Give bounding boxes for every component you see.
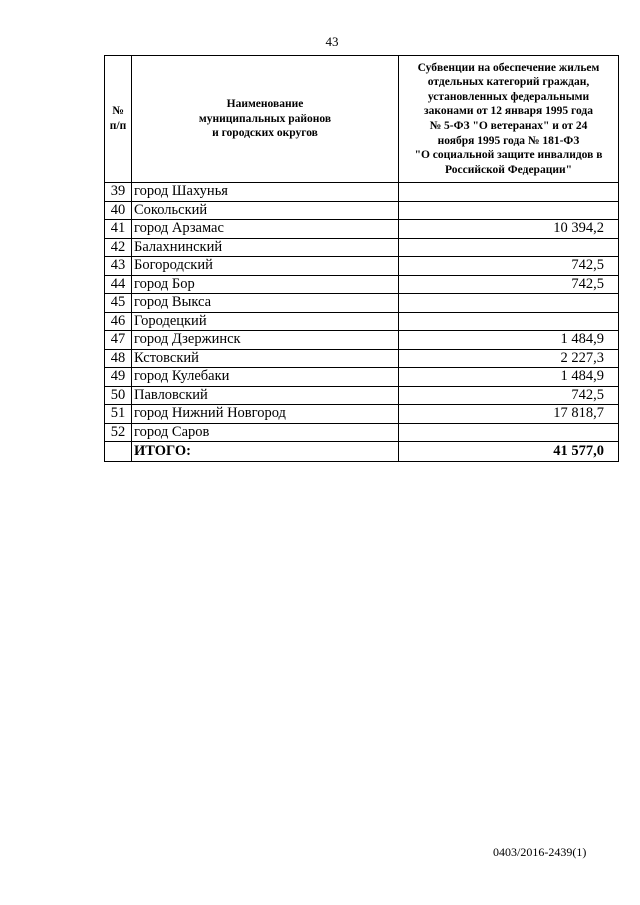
subsidy-value: 742,5 — [399, 275, 619, 294]
municipality-name: Балахнинский — [132, 238, 399, 257]
header-subsidy-amount: Субвенции на обеспечение жильем отдельных категорий граждан, установленных федеральными законами от 12 января 1995 года № 5-ФЗ "О ветеранах" и от 24 ноября 1995 года № 181-ФЗ "О социальной защите инвалидов в Российской Федерации" — [399, 56, 619, 183]
subsidy-value: 2 227,3 — [399, 349, 619, 368]
subsidy-value — [399, 423, 619, 442]
row-number: 39 — [105, 183, 132, 202]
row-number: 45 — [105, 294, 132, 313]
table-row — [105, 331, 619, 350]
row-number: 41 — [105, 220, 132, 239]
municipality-name: Павловский — [132, 386, 399, 405]
row-number: 40 — [105, 201, 132, 220]
table-row — [105, 349, 619, 368]
row-number: 48 — [105, 349, 132, 368]
total-number — [105, 442, 132, 462]
municipality-name: Сокольский — [132, 201, 399, 220]
municipality-name: город Нижний Новгород — [132, 405, 399, 424]
municipality-name: город Выкса — [132, 294, 399, 313]
document-code: 0403/2016-2439(1) — [493, 845, 587, 859]
table-row — [105, 405, 619, 424]
table-row — [105, 220, 619, 239]
table-row — [105, 238, 619, 257]
header-municipality-name: Наименование муниципальных районов и городских округов — [132, 56, 399, 183]
row-number: 49 — [105, 368, 132, 387]
subsidy-value: 1 484,9 — [399, 368, 619, 387]
table-header-row — [105, 56, 619, 183]
table-row — [105, 368, 619, 387]
header-number: № п/п — [105, 56, 132, 183]
table-row — [105, 257, 619, 276]
municipality-name: Городецкий — [132, 312, 399, 331]
row-number: 46 — [105, 312, 132, 331]
table-body — [105, 183, 619, 462]
subsidy-value: 10 394,2 — [399, 220, 619, 239]
municipality-name: город Бор — [132, 275, 399, 294]
total-label: ИТОГО: — [132, 442, 399, 462]
row-number: 50 — [105, 386, 132, 405]
row-number: 43 — [105, 257, 132, 276]
table-row — [105, 423, 619, 442]
subsidy-value: 742,5 — [399, 257, 619, 276]
municipality-name: город Шахунья — [132, 183, 399, 202]
subsidy-value — [399, 294, 619, 313]
subsidies-table — [104, 55, 619, 462]
row-number: 47 — [105, 331, 132, 350]
subsidy-value: 17 818,7 — [399, 405, 619, 424]
subsidy-value — [399, 238, 619, 257]
subsidy-value — [399, 201, 619, 220]
municipality-name: город Дзержинск — [132, 331, 399, 350]
table-row — [105, 183, 619, 202]
municipality-name: Богородский — [132, 257, 399, 276]
total-row — [105, 442, 619, 462]
row-number: 44 — [105, 275, 132, 294]
table-row — [105, 294, 619, 313]
subsidy-value — [399, 312, 619, 331]
municipality-name: город Кулебаки — [132, 368, 399, 387]
row-number: 42 — [105, 238, 132, 257]
subsidy-value — [399, 183, 619, 202]
row-number: 52 — [105, 423, 132, 442]
page-number: 43 — [325, 34, 339, 49]
table-row — [105, 201, 619, 220]
table-row — [105, 275, 619, 294]
table-row — [105, 386, 619, 405]
municipality-name: город Арзамас — [132, 220, 399, 239]
subsidy-value: 1 484,9 — [399, 331, 619, 350]
municipality-name: Кстовский — [132, 349, 399, 368]
total-value: 41 577,0 — [399, 442, 619, 462]
subsidy-value: 742,5 — [399, 386, 619, 405]
municipality-name: город Саров — [132, 423, 399, 442]
table-row — [105, 312, 619, 331]
row-number: 51 — [105, 405, 132, 424]
